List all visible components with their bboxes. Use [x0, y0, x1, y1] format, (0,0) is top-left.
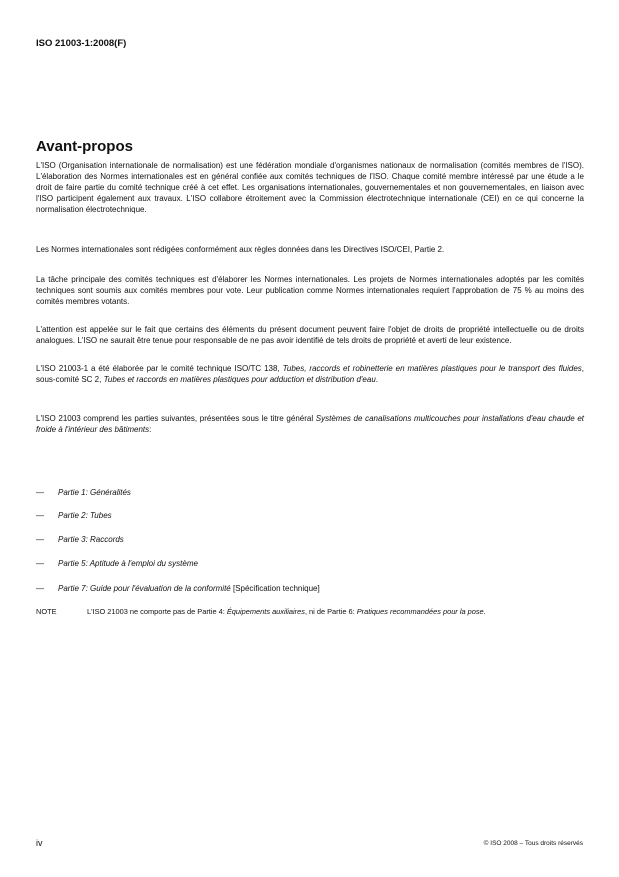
- list-item: [36, 510, 112, 521]
- text: La tâche principale des comités techniques est d'élaborer les Normes internationales. Les projets de Normes internationales adoptés par les comités techniques sont soumis aux comités membres pour vote. Leur publication comme Normes internationales requiert l'approbation de 75 % au moins des comités membres votants.: [36, 275, 584, 306]
- paragraph-iso-intro: [36, 161, 584, 216]
- page-number: iv: [36, 838, 43, 848]
- paragraph-committees: [36, 275, 584, 308]
- italic-text: Partie 1: Généralités: [58, 488, 131, 497]
- text: L'ISO 21003 comprend les parties suivantes, présentées sous le titre général: [36, 414, 316, 423]
- text: L'ISO 21003 ne comporte pas de Partie 4:: [87, 607, 227, 616]
- note-label: NOTE: [36, 607, 57, 616]
- text: .: [483, 607, 486, 616]
- text: [Spécification technique]: [230, 584, 320, 593]
- dash: —: [36, 511, 44, 520]
- list-item: [36, 487, 131, 498]
- italic-text: Tubes et raccords en matières plastiques pour adduction et distribution d'eau: [103, 374, 376, 384]
- paragraph-parts-intro: [36, 414, 584, 436]
- italic-text: Partie 5: Aptitude à l'emploi du système: [58, 559, 198, 568]
- italic-text: Tubes, raccords et robinetterie en matières plastiques pour le transport des fluides: [282, 364, 582, 373]
- dash: —: [36, 584, 44, 593]
- text: Les Normes internationales sont rédigées conformément aux règles données dans les Directives ISO/CEI, Partie 2.: [36, 245, 445, 254]
- copyright: © ISO 2008 – Tous droits réservés: [483, 840, 583, 847]
- document-id-header: ISO 21003-1:2008(F): [36, 38, 127, 49]
- dash: —: [36, 488, 44, 497]
- text: L'ISO 21003-1 a été élaborée par le comité technique ISO/TC 138,: [36, 364, 283, 373]
- paragraph-directives: [36, 245, 584, 256]
- paragraph-prepared-by: [36, 364, 584, 386]
- list-item: [36, 534, 124, 545]
- text: L'ISO (Organisation internationale de normalisation) est une fédération mondiale d'organismes nationaux de normalisation (comités membres de l'ISO). L'élaboration des Normes internationales est en général confiée aux comités techniques de l'ISO. Chaque comité membre intéressé par une étude a le droit de faire partie du comité technique créé à cet effet. Les organisations internationales, gouvernementales et non gouvernementales, en liaison avec l'ISO participent également aux travaux. L'ISO collabore étroitement avec la Commission électrotechnique internationale (CEI) en ce qui concerne la normalisation électrotechnique.: [36, 161, 584, 214]
- list-item: [36, 583, 320, 594]
- dash: —: [36, 535, 44, 544]
- italic-text: Partie 7: Guide pour l'évaluation de la conformité: [58, 584, 231, 593]
- paragraph-patent-rights: [36, 325, 584, 347]
- italic-text: Partie 3: Raccords: [58, 535, 124, 544]
- italic-text: Pratiques recommandées pour la pose: [356, 607, 484, 616]
- text: :: [149, 424, 152, 434]
- section-title: Avant-propos: [36, 138, 133, 155]
- italic-text: Équipements auxiliaires: [226, 607, 305, 616]
- text: , sous-comité SC 2,: [36, 364, 584, 384]
- text: L'attention est appelée sur le fait que certains des éléments du présent document peuvent faire l'objet de droits de propriété intellectuelle ou de droits analogues. L'ISO ne saurait être tenue pour responsable de ne pas avoir identifié de tels droits de propriété et averti de leur existence.: [36, 325, 584, 345]
- italic-text: Partie 2: Tubes: [58, 511, 112, 520]
- text: , ni de Partie 6:: [304, 607, 357, 616]
- text: .: [375, 374, 379, 384]
- list-item: [36, 558, 198, 569]
- italic-text: Systèmes de canalisations multicouches pour installations d'eau chaude et froide à l'intérieur des bâtiments: [36, 414, 585, 434]
- dash: —: [36, 559, 44, 568]
- note: [36, 607, 584, 617]
